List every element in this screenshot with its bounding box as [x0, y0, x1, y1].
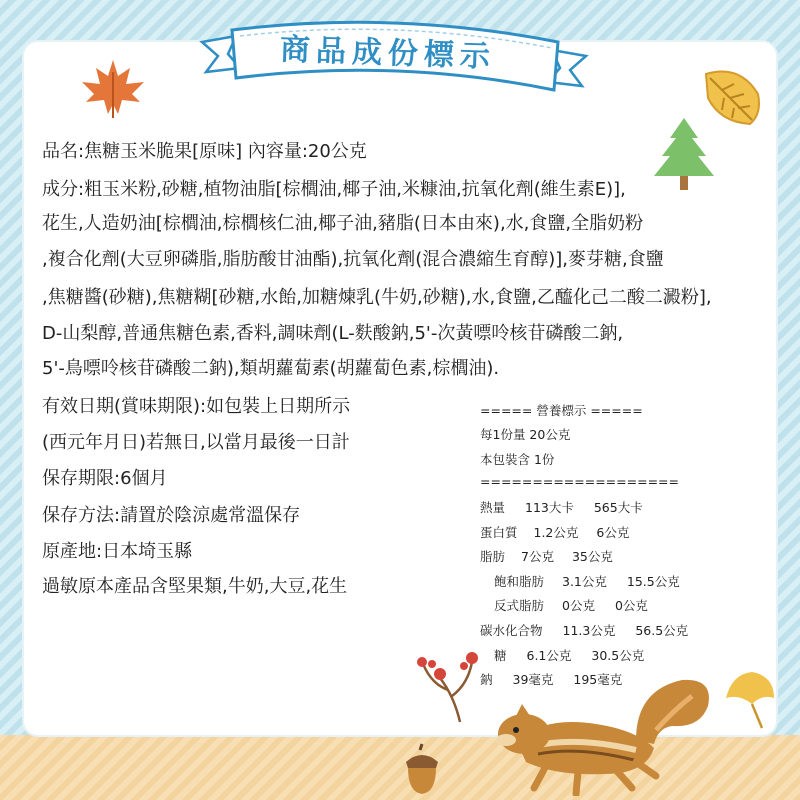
nutrition-header: ===== 營養標示 =====: [480, 403, 643, 418]
nutrient-name: 熱量: [480, 500, 506, 515]
ingredients-line-1: 成分:粗玉米粉,砂糖,植物油脂[棕櫚油,椰子油,米糠油,抗氧化劑(維生素E)],: [42, 179, 626, 200]
nutrient-per-pack: 195毫克: [573, 672, 623, 687]
squirrel-icon: [486, 670, 714, 796]
nutrient-per-pack: 35公克: [571, 549, 613, 564]
ingredients-line-5: D-山梨醇,普通焦糖色素,香料,調味劑(L-麩酸鈉,5'-次黃嘌呤核苷磷酸二鈉,: [42, 323, 624, 344]
nutrition-row-protein: [480, 523, 629, 541]
nutrient-per-serving: 11.3公克: [562, 623, 616, 638]
nutrition-servings-per-pack: 本包裝含 1份: [480, 452, 555, 467]
nutrient-per-serving: 0公克: [562, 598, 595, 613]
nutrient-per-pack: 30.5公克: [591, 648, 645, 663]
ingredients-line-6: 5'-鳥嘌呤核苷磷酸二鈉),類胡蘿蔔素(胡蘿蔔色素,棕櫚油).: [42, 358, 500, 379]
ginkgo-leaf-icon: [722, 668, 778, 730]
acorn-icon: [398, 742, 446, 796]
expiry-line-2: (西元年月日)若無日,以當月最後一日計: [42, 432, 350, 453]
nutrient-per-pack: 0公克: [614, 598, 648, 613]
nutrient-name: 碳水化合物: [480, 623, 543, 638]
nutrient-name: 糖: [494, 648, 507, 663]
shelf-life-line: 保存期限:6個月: [42, 468, 168, 489]
nutrition-row-saturated-fat: [494, 572, 680, 590]
nutrient-per-serving: 113大卡: [525, 500, 574, 515]
nutrition-row-carbohydrate: [480, 621, 688, 639]
product-name-line: 品名:焦糖玉米脆果[原味] 內容量:20公克: [42, 141, 367, 162]
nutrient-per-serving: 6.1公克: [526, 648, 572, 663]
nutrition-row-trans-fat: [494, 596, 648, 614]
nutrient-name: 飽和脂肪: [494, 574, 545, 589]
banner-title: 商品成份標示: [279, 32, 497, 75]
nutrient-per-serving: 3.1公克: [562, 574, 607, 589]
nutrient-name: 反式脂肪: [494, 598, 545, 613]
nutrition-separator: ===================: [480, 474, 679, 489]
berry-branch-icon: [410, 644, 490, 724]
storage-line: 保存方法:請置於陰涼處常溫保存: [42, 505, 301, 526]
nutrition-row-fat: [480, 547, 613, 565]
nutrient-per-pack: 56.5公克: [635, 623, 689, 638]
nutrient-name: 脂肪: [480, 549, 506, 564]
nutrition-row-sugar: [494, 646, 644, 664]
nutrient-per-serving: 39毫克: [512, 672, 554, 687]
ingredients-line-3: ,複合化劑(大豆卵磷脂,脂肪酸甘油酯),抗氧化劑(混合濃縮生育醇)],麥芽糖,食鹽: [42, 249, 664, 270]
nutrient-name: 蛋白質: [480, 525, 518, 540]
origin-line: 原產地:日本埼玉縣: [42, 541, 193, 562]
nutrient-per-pack: 6公克: [596, 525, 630, 540]
nutrient-per-serving: 1.2公克: [533, 525, 579, 540]
pine-tree-icon: [652, 116, 716, 192]
nutrient-per-pack: 15.5公克: [626, 574, 680, 589]
maple-leaf-icon: [78, 58, 148, 120]
nutrient-per-pack: 565大卡: [593, 500, 643, 515]
ingredients-line-2: 花生,人造奶油[棕櫚油,棕櫚核仁油,椰子油,豬脂(日本由來),水,食鹽,全脂奶粉: [42, 213, 644, 234]
expiry-line-1: 有效日期(賞味期限):如包裝上日期所示: [42, 396, 351, 417]
allergen-line: 過敏原本產品含堅果類,牛奶,大豆,花生: [42, 576, 348, 597]
nutrition-serving-size: 每1份量 20公克: [480, 427, 571, 442]
ingredients-line-4: ,焦糖醬(砂糖),焦糖糊[砂糖,水飴,加糖煉乳(牛奶,砂糖),水,食鹽,乙醯化己二酸二澱粉],: [42, 287, 712, 308]
nutrition-row-energy: [480, 498, 643, 516]
nutrient-per-serving: 7公克: [521, 549, 554, 564]
nutrient-name: 鈉: [480, 672, 493, 687]
